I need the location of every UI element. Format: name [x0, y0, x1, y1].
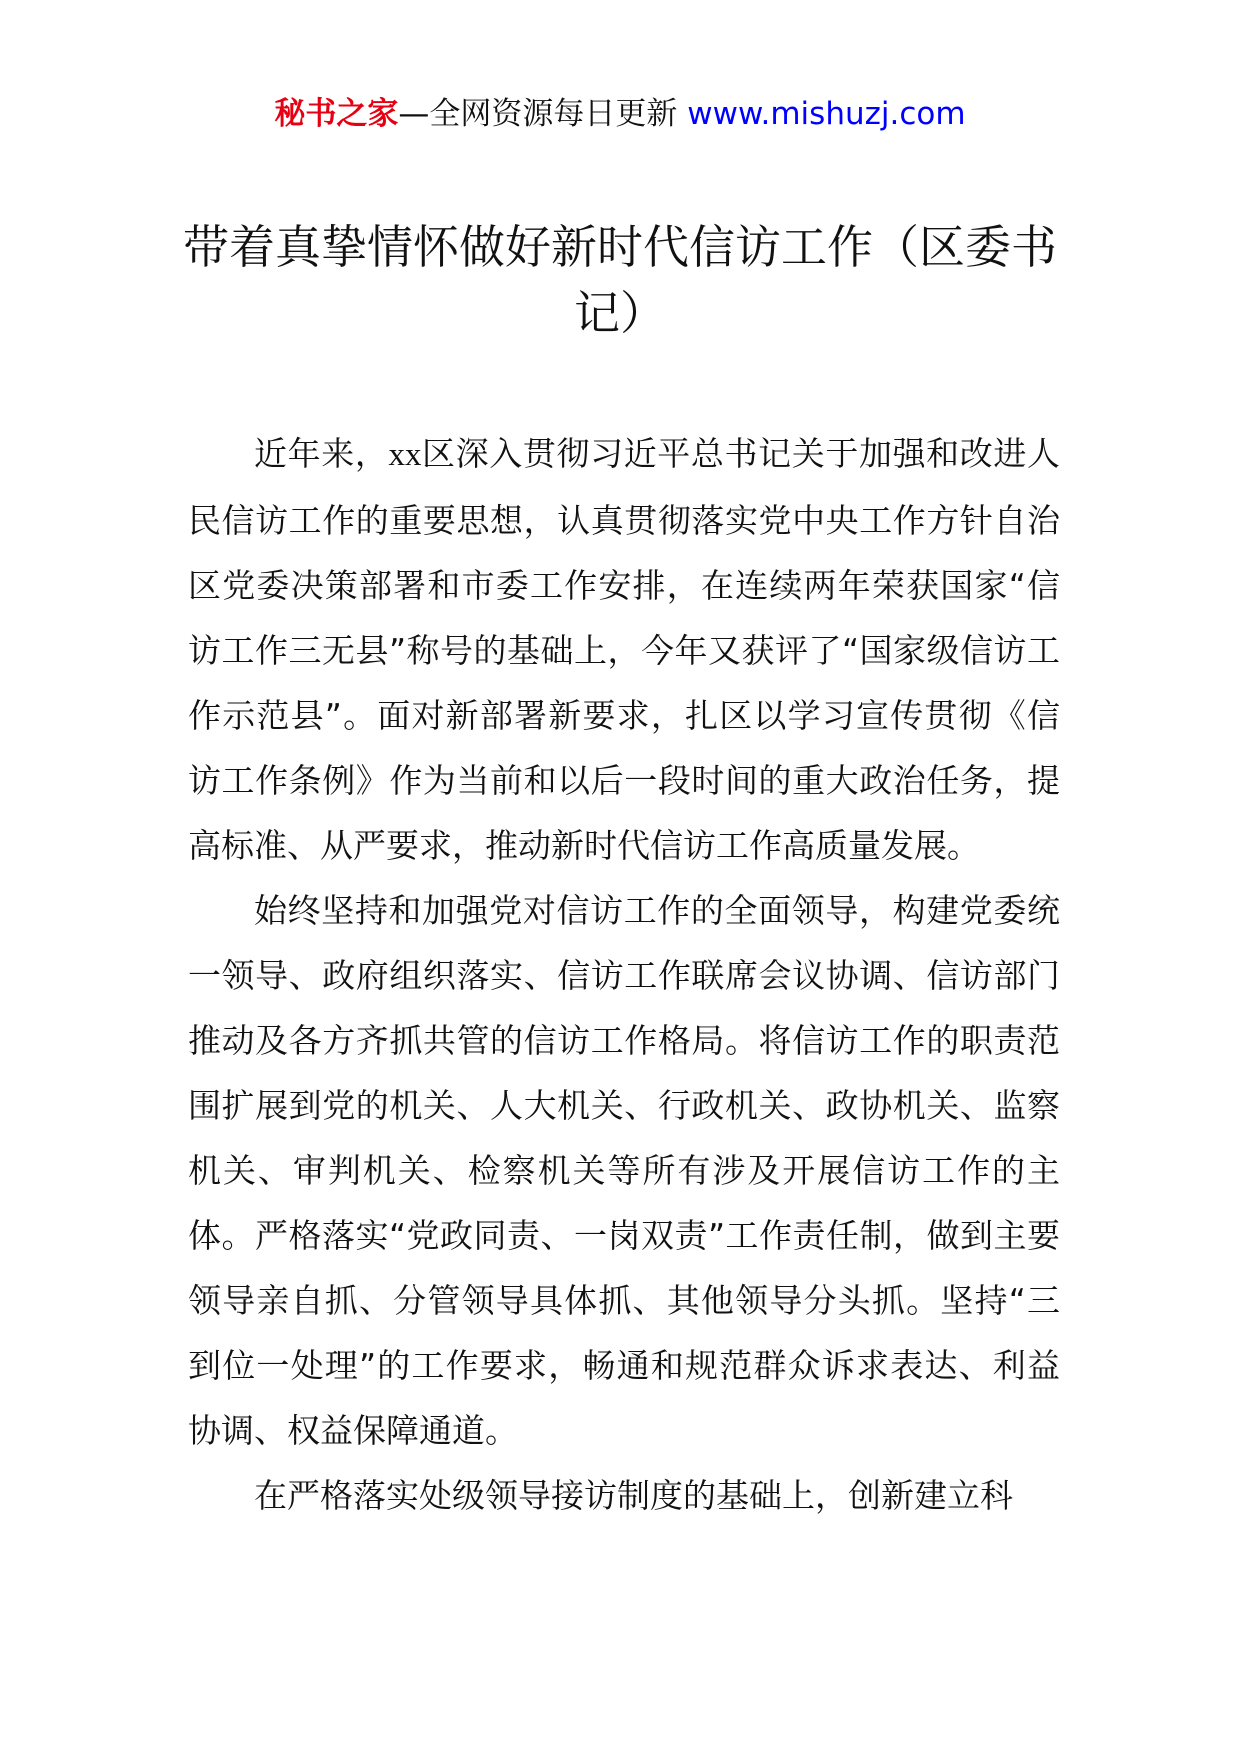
brand-name: 秘书之家: [274, 96, 399, 132]
paragraph-intro-rest: 区深入贯彻习近平总书记关于加强和改进人民信访工作的重要思想，认真贯彻落实党中央工作方针自治区党委决策部署和市委工作安排，在连续两年荣获国家“信访工作三无县”称号的基础上，今年又获评了“国家级信访工作示范县”。面对新部署新要求，扎区以学习宣传贯彻《信访工作条例》作为当前和以后一段时间的重大政治任务，提高标准、从严要求，推动新时代信访工作高质量发展。: [188, 434, 1061, 865]
document-title: 带着真挚情怀做好新时代信访工作（区委书记）: [183, 220, 1057, 340]
site-url-link[interactable]: www.mishuzj.com: [687, 96, 966, 132]
paragraph-intro-lead: 近年来，: [254, 434, 389, 473]
paragraph-reception: 在严格落实处级领导接访制度的基础上，创新建立科: [254, 1476, 1013, 1515]
district-placeholder: xx: [388, 437, 422, 473]
paragraph-leadership: 始终坚持和加强党对信访工作的全面领导，构建党委统一领导、政府组织落实、信访工作联席会议协调、信访部门推动及各方齐抓共管的信访工作格局。将信访工作的职责范围扩展到党的机关、人大机关、行政机关、政协机关、监察机关、审判机关、检察机关等所有涉及开展信访工作的主体。严格落实“党政同责、一岗双责”工作责任制，做到主要领导亲自抓、分管领导具体抓、其他领导分头抓。坚持“三到位一处理”的工作要求，畅通和规范群众诉求表达、利益协调、权益保障通道。: [188, 891, 1060, 1450]
document-body: [188, 421, 1060, 1528]
site-header: [0, 92, 1240, 136]
header-slogan: —全网资源每日更新: [398, 96, 678, 132]
paragraph-intro: [188, 421, 1060, 878]
